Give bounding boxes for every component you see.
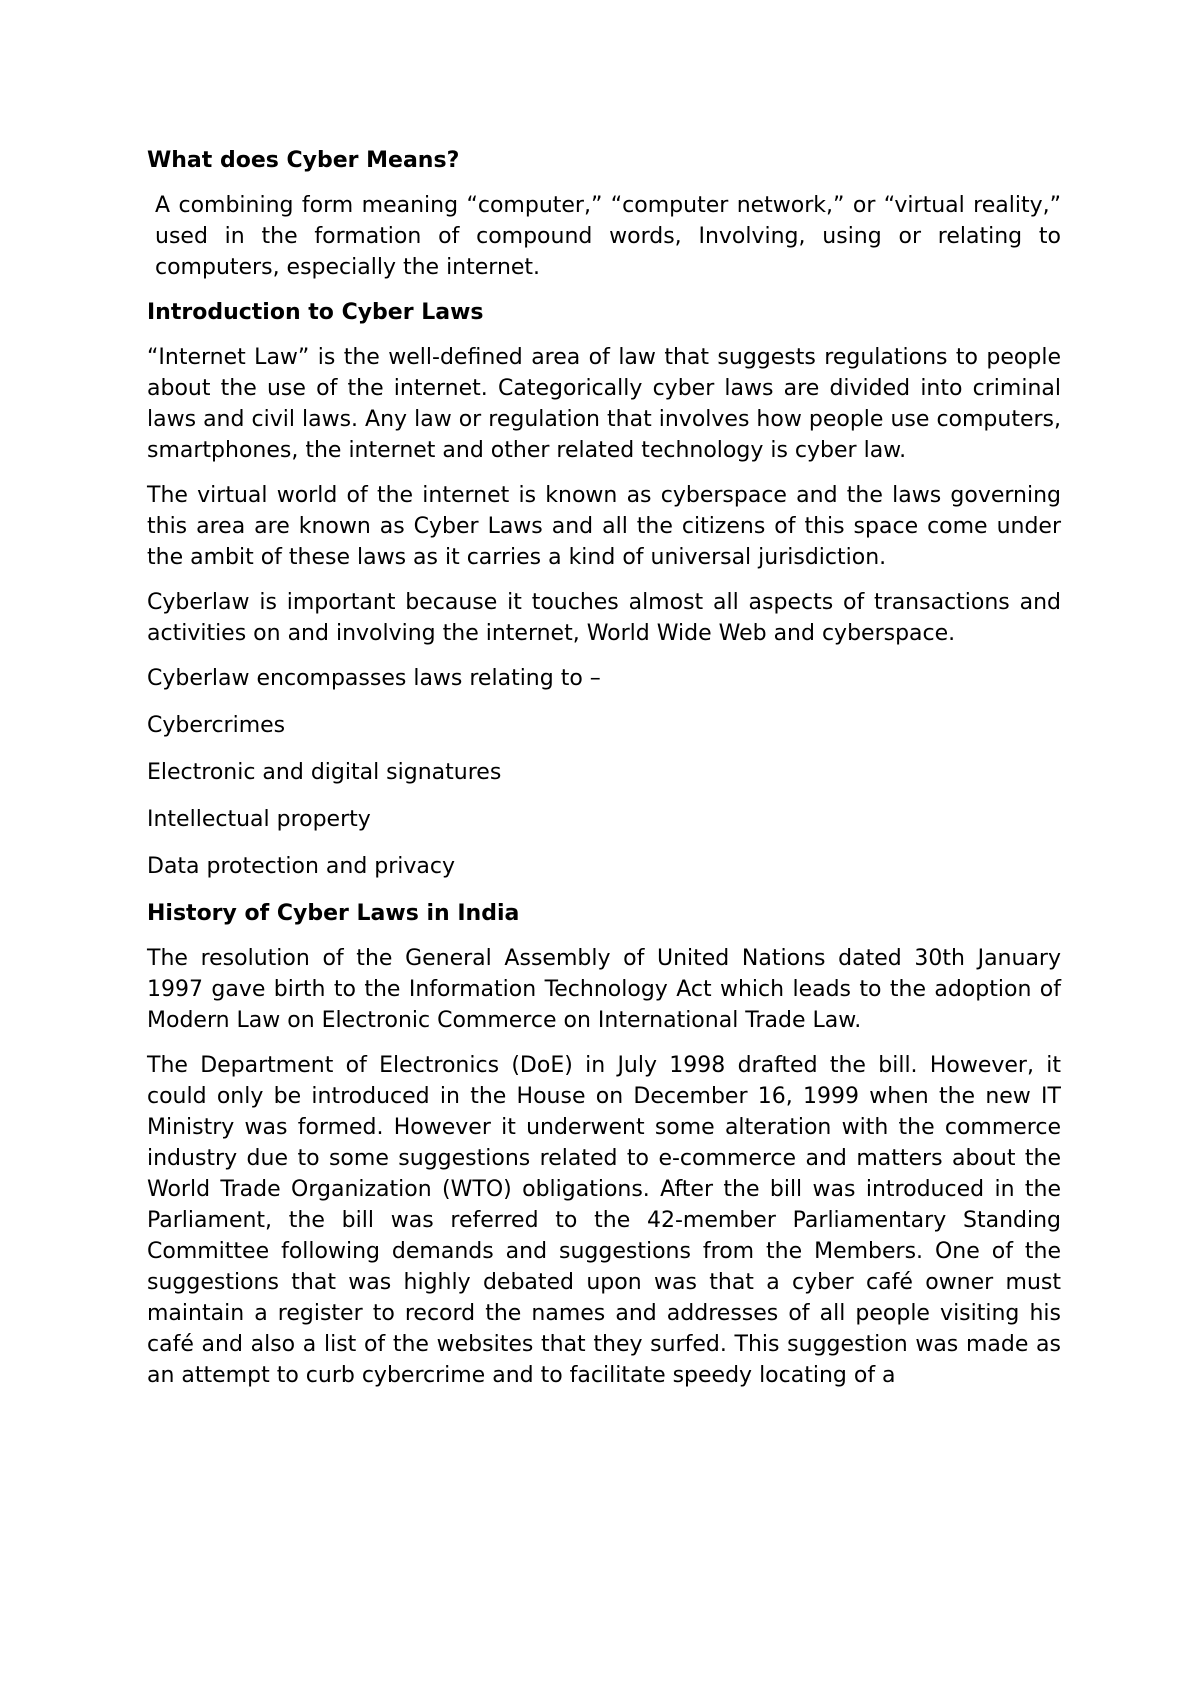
document-page	[147, 145, 1061, 1405]
paragraph-virtual-world: The virtual world of the internet is known as cyberspace and the laws governing this area are known as Cyber Laws and all the citizens of this space come under the ambit of these laws as it carries a kind of universal jurisdiction.	[147, 483, 1061, 570]
paragraph-doe-bill: The Department of Electronics (DoE) in July 1998 drafted the bill. However, it could only be introduced in the House on December 16, 1999 when the new IT Ministry was formed. However it underwent some alteration with the commerce industry due to some suggestions related to e-commerce and matters about the World Trade Organization (WTO) obligations. After the bill was introduced in the Parliament, the bill was referred to the 42-member Parliamentary Standing Committee following demands and suggestions from the Members. One of the suggestions that was highly debated upon was that a cyber café owner must maintain a register to record the names and addresses of all people visiting his café and also a list of the websites that they surfed. This suggestion was made as an attempt to curb cybercrime and to facilitate speedy locating of a	[147, 1053, 1061, 1388]
list-item-signatures: Electronic and digital signatures	[147, 760, 502, 785]
paragraph-internet-law: “Internet Law” is the well-defined area of law that suggests regulations to people about the use of the internet. Categorically cyber laws are divided into criminal laws and civil laws. Any law or regulation that involves how people use computers, smartphones, the internet and other related technology is cyber law.	[147, 345, 1061, 463]
list-item-intellectual-property: Intellectual property	[147, 807, 371, 832]
paragraph-un-resolution: The resolution of the General Assembly of United Nations dated 30th January 1997 gave birth to the Information Technology Act which leads to the adoption of Modern Law on Electronic Commerce on International Trade Law.	[147, 946, 1061, 1033]
paragraph-cyberlaw-encompasses: Cyberlaw encompasses laws relating to –	[147, 666, 601, 691]
paragraph-cyberlaw-important: Cyberlaw is important because it touches almost all aspects of transactions and activities on and involving the internet, World Wide Web and cyberspace.	[147, 590, 1061, 646]
heading-what-does-cyber-mean: What does Cyber Means?	[147, 148, 460, 173]
paragraph-cyber-definition: A combining form meaning “computer,” “computer network,” or “virtual reality,” used in the formation of compound words, Involving, using or relating to computers, especially the internet.	[155, 193, 1061, 280]
heading-history-of-cyber-laws: History of Cyber Laws in India	[147, 901, 520, 926]
list-item-data-protection: Data protection and privacy	[147, 854, 456, 879]
heading-introduction-to-cyber-laws: Introduction to Cyber Laws	[147, 300, 484, 325]
list-item-cybercrimes: Cybercrimes	[147, 713, 286, 738]
